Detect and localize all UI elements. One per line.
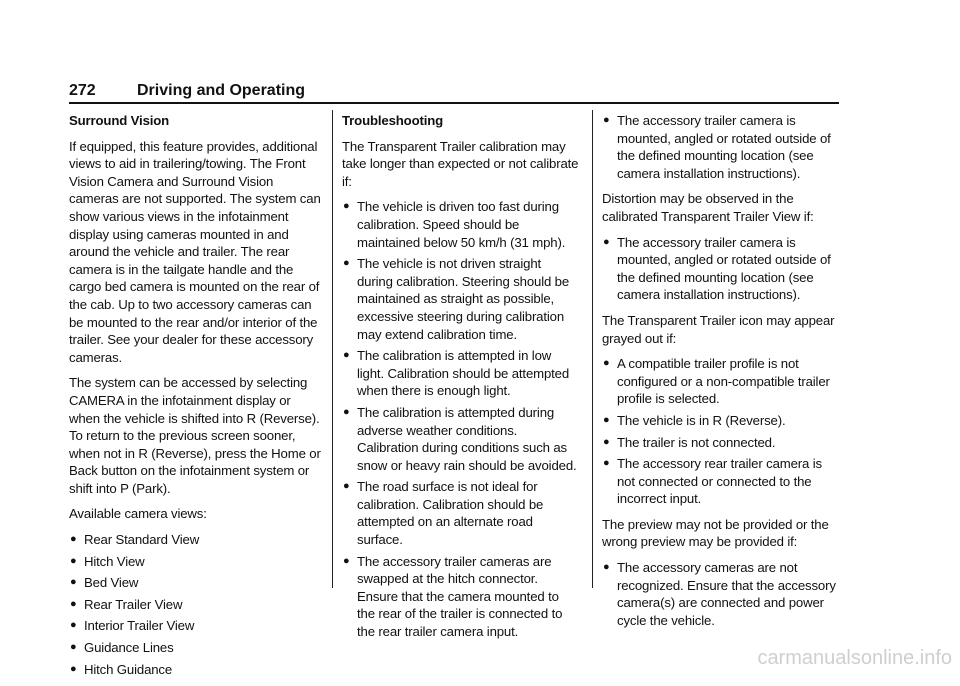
bullet-icon: ● (343, 349, 350, 362)
column-divider-1 (332, 110, 333, 588)
bullet-icon: ● (343, 480, 350, 493)
list-item-text: The vehicle is not driven straight during calibration. Steering should be maintained as straight as possible, excessive steering during calibration may extend calibration time. (357, 256, 570, 342)
list-item-text: Hitch View (84, 553, 145, 569)
list-item (602, 434, 842, 452)
list-item (69, 617, 321, 635)
list-item-text: The accessory trailer camera is mounted, angled or rotated outside of the defined mounting location (see camera installation instructions). (617, 234, 831, 303)
bullet-icon: ● (70, 619, 77, 632)
bullet-icon: ● (603, 457, 610, 470)
list-item-text: Rear Standard View (84, 532, 200, 548)
list-item-text: The road surface is not ideal for calibration. Calibration should be attempted on an alternate road surface. (357, 479, 544, 548)
list-item-text: The vehicle is in R (Reverse). (617, 412, 786, 428)
list-item-text: The calibration is attempted during adverse weather conditions. Calibration during conditions such as snow or heavy rain should be avoided. (357, 404, 577, 473)
column-divider-2 (592, 110, 593, 588)
bullet-icon: ● (343, 257, 350, 270)
bullet-icon: ● (343, 554, 350, 567)
list-item-text: Bed View (84, 575, 139, 591)
paragraph: Available camera views: (69, 506, 207, 522)
paragraph: If equipped, this feature provides, additional views to aid in trailering/towing. The Front Vision Camera and Surround Vision cameras are not supported. The system can show various views in the infotainment display using cameras mounted in and around the vehicle and trailer. The rear camera is in the tailgate handle and the cargo bed camera is mounted on the rear of the cab. Up to two accessory cameras can be mounted to the rear and/or interior of the trailer. See your dealer for these accessory cameras. (69, 138, 321, 365)
list-item (602, 455, 842, 508)
list-item (342, 404, 580, 474)
bullet-icon: ● (70, 597, 77, 610)
surround-vision-heading: Surround Vision (69, 113, 170, 128)
bullet-icon: ● (70, 662, 77, 675)
list-item (69, 553, 321, 571)
calibration-issues-list (342, 198, 580, 640)
camera-views-list (69, 531, 321, 678)
list-item (342, 553, 580, 641)
paragraph: Distortion may be observed in the calibrated Transparent Trailer View if: (602, 191, 814, 224)
list-item-text: Hitch Guidance (84, 661, 173, 677)
column-3 (602, 112, 842, 637)
list-item-text: Guidance Lines (84, 640, 174, 656)
list-item-text: The vehicle is driven too fast during calibration. Speed should be maintained below 50 km/h (31 mph). (357, 199, 566, 250)
list-item-text: A compatible trailer profile is not configured or a non-compatible trailer profile is selected. (617, 356, 830, 407)
distortion-causes-list (602, 234, 842, 304)
column-2 (342, 112, 580, 649)
troubleshooting-heading: Troubleshooting (342, 113, 444, 128)
bullet-icon: ● (343, 200, 350, 213)
list-item (602, 412, 842, 430)
bullet-icon: ● (343, 405, 350, 418)
bullet-icon: ● (70, 554, 77, 567)
bullet-icon: ● (603, 561, 610, 574)
list-item (342, 255, 580, 343)
list-item-text: The calibration is attempted in low light. Calibration should be attempted when there is enough light. (357, 348, 570, 399)
bullet-icon: ● (70, 641, 77, 654)
paragraph: The system can be accessed by selecting CAMERA in the infotainment display or when the vehicle is shifted into R (Reverse). To return to the previous screen sooner, when not in R (Reverse), press the Home or Back button on the infotainment system or shift into P (Park). (69, 375, 321, 496)
list-item-text: Rear Trailer View (84, 596, 183, 612)
list-item-text: Interior Trailer View (84, 618, 195, 634)
list-item-text: The trailer is not connected. (617, 434, 776, 450)
list-item (69, 639, 321, 657)
paragraph: The Transparent Trailer icon may appear grayed out if: (602, 312, 835, 346)
list-item (602, 355, 842, 408)
list-item (69, 531, 321, 549)
watermark: carmanualsonline.info (757, 647, 952, 669)
paragraph: The preview may not be provided or the wrong preview may be provided if: (602, 516, 829, 550)
list-item (69, 596, 321, 614)
list-item-text: The accessory rear trailer camera is not connected or connected to the incorrect input. (617, 456, 822, 507)
list-item (602, 559, 842, 629)
grayed-out-causes-list (602, 355, 842, 508)
bullet-icon: ● (603, 114, 610, 126)
paragraph: The Transparent Trailer calibration may take longer than expected or not calibrate if: (342, 138, 579, 189)
list-item-text: The accessory trailer cameras are swapped at the hitch connector. Ensure that the camera mounted to the rear of the trailer is connected to the rear trailer camera input. (357, 553, 563, 640)
section-title: Driving and Operating (137, 82, 306, 99)
list-item (69, 574, 321, 592)
bullet-icon: ● (603, 435, 610, 448)
bullet-icon: ● (603, 357, 610, 370)
column-1 (69, 112, 321, 686)
list-item-text: The accessory cameras are not recognized. Ensure that the accessory camera(s) are connected and power cycle the vehicle. (617, 560, 836, 628)
bullet-icon: ● (603, 235, 610, 248)
list-item (602, 234, 842, 304)
preview-issues-list (602, 559, 842, 629)
mounting-issues-list (602, 112, 842, 182)
list-item (342, 198, 580, 251)
page-number: 272 (69, 82, 96, 99)
bullet-icon: ● (603, 413, 610, 426)
list-item (69, 661, 321, 679)
list-item (342, 347, 580, 400)
bullet-icon: ● (70, 576, 77, 589)
header-rule (69, 102, 839, 104)
bullet-icon: ● (70, 533, 77, 546)
list-item-text: The accessory trailer camera is mounted, angled or rotated outside of the defined mounting location (see camera installation instructions). (617, 113, 831, 181)
list-item (602, 112, 842, 182)
list-item (342, 478, 580, 548)
